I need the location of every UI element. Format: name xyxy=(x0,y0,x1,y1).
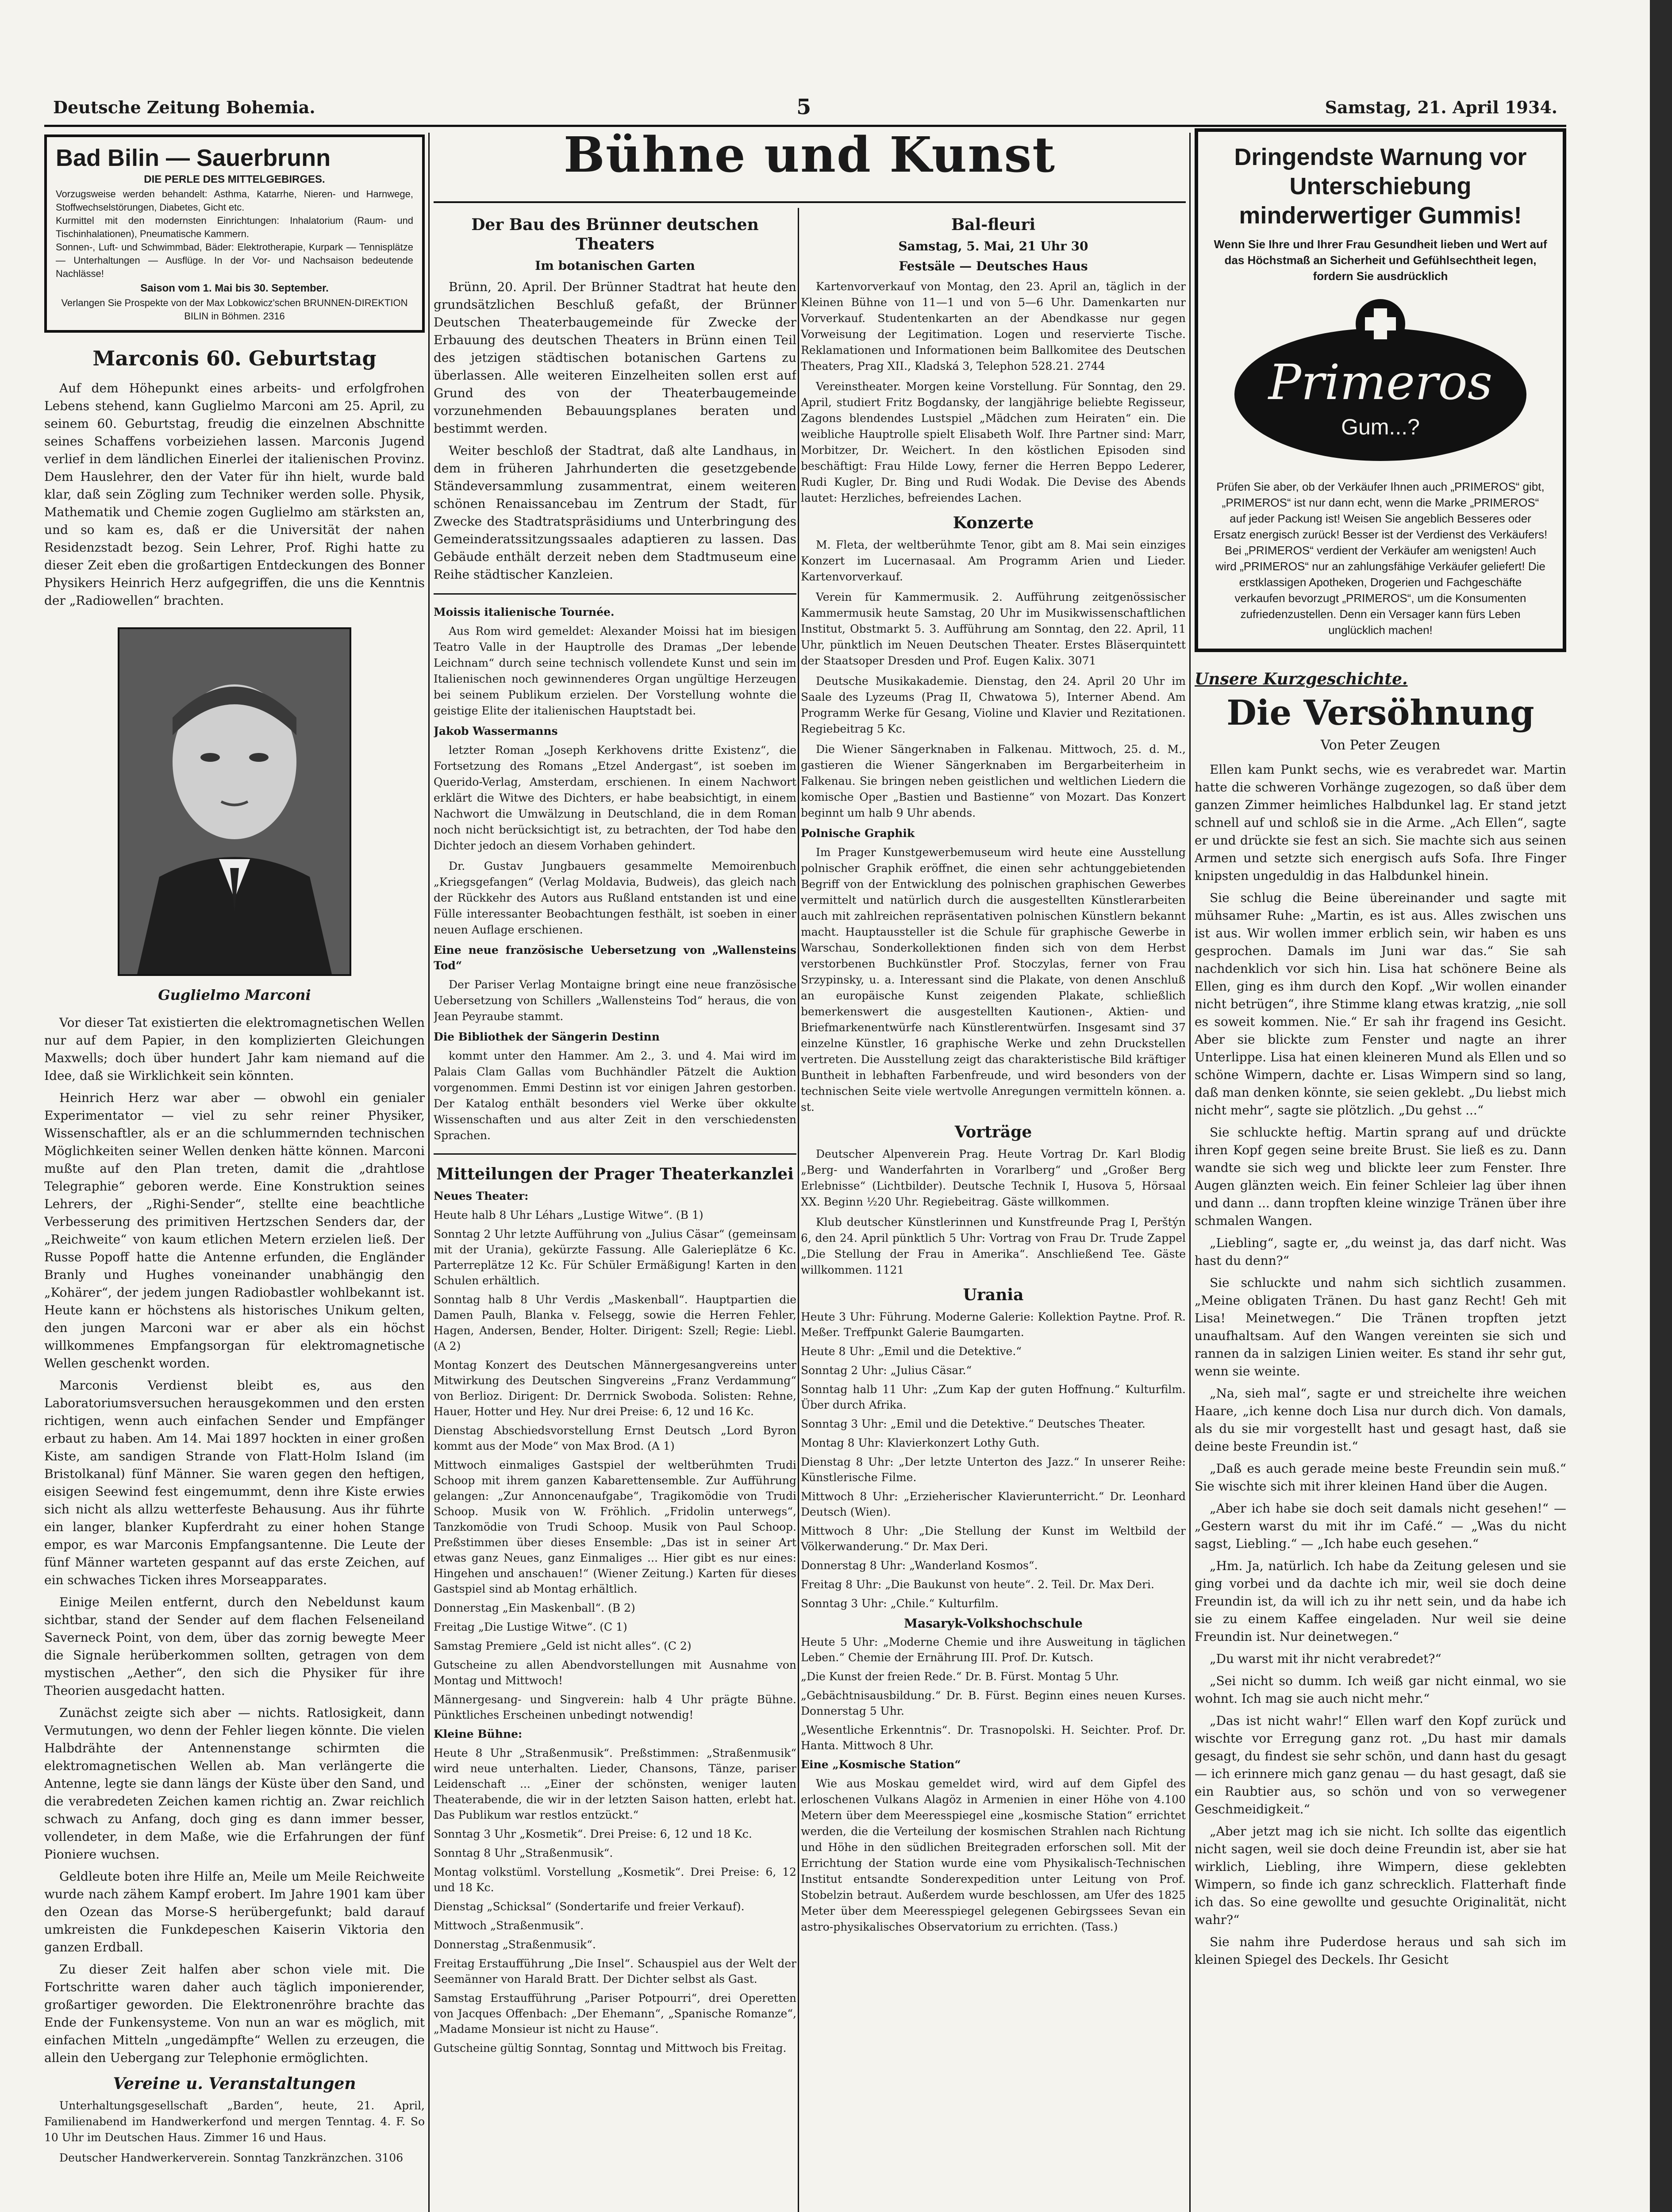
konzert-entry: Verein für Kammermusik. 2. Aufführung zeitgenössischer Kammermusik heute Samstag, 20 Uhr im Musikwissenschaftlichen Institut, Obstmarkt 5. 3. Aufführung am Sonntag, den 22. April, 11 Uhr, pünktlich im Neuen Deutschen Theater. Erstes Bläserquintett der Staatsoper Dresden und Prof. Eugen Kalix. 3071 xyxy=(801,591,1186,667)
story-paragraph: „Aber ich habe sie doch seit damals nicht gesehen!“ — „Gestern warst du mit ihr im Café.“ — „Was du nicht sagst, Liebling.“ — „Ich habe euch gesehen.“ xyxy=(1195,1501,1566,1551)
ad-bilin-title: Bad Bilin — Sauerbrunn xyxy=(56,145,331,171)
vereine-paragraph: Deutscher Handwerkerverein. Sonntag Tanzkränzchen. 3106 xyxy=(59,2151,404,2164)
column-2 xyxy=(434,208,796,2212)
marconi-paragraph: Zunächst zeigte sich aber — nichts. Ratlosigkeit, dann Vermutungen, wo denn der Fehler liegen könnte. Die vielen Halbdrähte der Antennenstange schirmten die elektromagnetischen Wellen ab. Man verlängerte die Antenne, legte sie dann längs der Küste über den Sand, und die verabredeten Zeichen kamen richtig an. Zwar reichlich schwach zu Anfang, doch ging es dann immer besser, vollendeter, in dem Maße, wie die Erfahrungen der fünf Pioniere wuchsen. xyxy=(44,1705,425,1862)
brand-name: Primeros xyxy=(1268,354,1493,411)
masaryk-entry: Heute 5 Uhr: „Moderne Chemie und ihre Ausweitung in täglichen Leben.“ Chemie der Ernährung III. Prof. Dr. Kutsch. xyxy=(801,1636,1186,1664)
marconi-paragraph: Einige Meilen entfernt, durch den Nebeldunst kaum sichtbar, stand der Sender auf dem flachen Felseneiland Saverneck Point, von dem, über das zornig bewegte Meer die Signale herüberkommen sollten, getragen von dem mystischen „Aether“, den sich die Physiker für ihre Theorien ausgedacht hatten. xyxy=(44,1595,425,1698)
destinn-item xyxy=(434,1029,796,1045)
column-1 xyxy=(44,128,425,2212)
marconi-title: Marconis 60. Geburtstag xyxy=(92,346,377,370)
story-paragraph: „Na, sieh mal“, sagte er und streichelte ihre weichen Haare, „ich kenne doch Lisa nur durch dich. Von damals, als du sie mir vorgestellt hast und gesagt hast, daß sie deine beste Freundin ist.“ xyxy=(1195,1386,1566,1454)
story-title: Die Versöhnung xyxy=(1226,693,1534,733)
program-entry: Männergesang- und Singverein: halb 4 Uhr prägte Bühne. Pünktliches Erscheinen unbedingt notwendig! xyxy=(434,1693,796,1721)
program-entry: Donnerstag „Straßenmusik“. xyxy=(434,1938,596,1951)
station-paragraph: Wie aus Moskau gemeldet wird, wird auf dem Gipfel des erloschenen Vulkans Alagöz in Armenien in einer Höhe von 4.100 Metern über dem Meeresspiegel eine „kosmische Station“ errichtet werden, die die Verteilung der kosmischen Strahlen nach Richtung und Höhe in den südlichen Breitegraden erforschen soll. Mit der Errichtung der Station wurde eine vom Physikalisch-Technischen Institut entsandte Sonderexpedition unter Leitung von Prof. Stobelzin betraut. Außerdem wurde beschlossen, am Ufer des 1825 Meter über dem Meeresspiegel gelegenen Gebirgssees Sevan ein astro-physikalisches Observatorium zu errichten. (Tass.) xyxy=(801,1777,1186,1933)
wassermann-item xyxy=(434,723,796,739)
destinn-title: Die Bibliothek der Sängerin Destinn xyxy=(434,1030,660,1043)
neues-theater-heading: Neues Theater: xyxy=(434,1190,529,1202)
urania-entry: Mittwoch 8 Uhr: „Die Stellung der Kunst im Weltbild der Völkerwanderung.“ Dr. Max Deri. xyxy=(801,1525,1186,1553)
section-title: Bühne und Kunst xyxy=(563,126,1056,183)
ad-bilin-subtitle: DIE PERLE DES MITTELGEBIRGES. xyxy=(144,173,325,185)
marconi-paragraph: Vor dieser Tat existierten die elektromagnetischen Wellen nur auf dem Papier, in den komplizierten Gleichungen Maxwells; doch über hundert Jahr kam niemand auf die Idee, daß sie Wirklichkeit sein könnten. xyxy=(44,1015,425,1083)
urania-entry: Dienstag 8 Uhr: „Der letzte Unterton des Jazz.“ In unserer Reihe: Künstlerische Filme. xyxy=(801,1455,1186,1484)
ad-primeros-title: Dringendste Warnung vor Unterschiebung minderwertiger Gummis! xyxy=(1234,144,1527,229)
bal-date: Samstag, 5. Mai, 21 Uhr 30 xyxy=(898,239,1088,253)
bau-paragraph: Brünn, 20. April. Der Brünner Stadtrat hat heute den grundsätzlichen Beschluß gefaßt, der Brünner Deutschen Theaterbaugemeinde für Zwecke der Erbauung des deutschen Theaters in Brünn einen Teil des jetzigen städtischen botanischen Gartens zu überlassen. Alle weiteren Einzelheiten sollen erst auf Grund des von der Theaterbaugemeinde vorzunehmenden Bebauungsplanes beraten und bestimmt werden. xyxy=(434,280,796,436)
masaryk-entry: „Wesentliche Erkenntnis“. Dr. Trasnopolski. H. Seichter. Prof. Dr. Hanta. Mittwoch 8 Uhr. xyxy=(801,1724,1186,1752)
program-entry: Freitag Erstaufführung „Die Insel“. Schauspiel aus der Welt der Seemänner von Harald Bratt. Der Dichter selbst als Gast. xyxy=(434,1957,796,1985)
column-rule-3 xyxy=(1189,133,1191,2212)
urania-entry: Montag 8 Uhr: Klavierkonzert Lothy Guth. xyxy=(801,1436,1040,1449)
program-entry: Freitag „Die Lustige Witwe“. (C 1) xyxy=(434,1621,627,1633)
bau-paragraph: Weiter beschloß der Stadtrat, daß alte Landhaus, in dem in früheren Jahrhunderten die gesetzgebende Ständeversammlung zusammentrat, einem weiteren schönen Renaissancebau im Zentrum der Stadt, für Zwecke des Stadtratspräsidiums und Unterbringung des Gemeinderatssitzungssaales adaptieren zu lassen. Das Gebäude enthält derzeit neben dem Stadtmuseum eine Reihe städtischer Kanzleien. xyxy=(434,443,796,582)
marconi-paragraph: Heinrich Herz war aber — obwohl ein genialer Experimentator — viel zu sehr reiner Physiker, Wissenschaftler, als er an die schlummernden technischen Möglichkeiten seiner Wellen denken hätte können. Marconi mußte auf den Plan treten, damit die „drahtlose Telegraphie“ geboren werde. Eine Konstruktion seines Lehrers, der „Righi-Sender“, stellte eine beachtliche Verbesserung des primitiven Hertzschen Senders dar, der „Reichweite“ von kaum etlichen Metern erzielen ließ. Der Russe Popoff hatte die Antenne erfunden, die Engländer Branly und Hughes voneinander unabhängig den „Kohärer“, der jedem jungen Radiobastler wohlbekannt ist. Heute kann er höchstens als historisches Unikum gelten, den jungen Marconi war er aber als ein höchst willkommenes Empfangsorgan für elektromagnetische Wellen geschenkt worden. xyxy=(44,1091,425,1371)
masaryk-entry: „Die Kunst der freien Rede.“ Dr. B. Fürst. Montag 5 Uhr. xyxy=(801,1670,1119,1683)
moissi-title: Moissis italienische Tournée. xyxy=(434,606,615,618)
kleine-buehne-label xyxy=(434,1726,796,1742)
program-entry: Heute 8 Uhr „Straßenmusik“. Preßstimmen: „Straßenmusik“ wird neue unterhalten. Lieder, Chansons, Tänze, pariser Leidenschaft ... „Einer der schönsten, weniger lauten Theaterabende, die wir in der letzten Saison hatten, erlebt hat. Das Publikum war restlos entzückt.“ xyxy=(434,1747,796,1821)
primeros-logo xyxy=(1230,297,1531,465)
wassermann-paragraph: letzter Roman „Joseph Kerkhovens dritte Existenz“, die Fortsetzung des Romans „Etzel Andergast“, ist soeben im Querido-Verlag, Amsterdam, erschienen. In einem Nachwort erklärt die Witwe des Dichters, er habe beabsichtigt, in einem Nachwort die Umwälzung in Deutschland, die in dem Roman noch nicht berücksichtigt ist, zu betrachten, der Tod habe den Dichter jedoch an diesem Vorhaben gehindert. xyxy=(434,744,796,852)
program-entry: Heute halb 8 Uhr Léhars „Lustige Witwe“. (B 1) xyxy=(434,1209,703,1221)
column-3 xyxy=(801,208,1186,2212)
grafik-item xyxy=(801,826,1186,841)
grafik-paragraph: Im Prager Kunstgewerbemuseum wird heute eine Ausstellung polnischer Graphik eröffnet, die einen sehr achtunggebietenden Begriff von der Entwicklung des polnischen graphischen Gewerbes vermittelt und natürlich durch die ausgestellten Künstlerarbeiten auch mit zahlreichen repräsentativen polnischen Künstlern bekannt macht. Hauptaussteller ist die Schule für graphische Gewerbe in Warschau, Sonderkollektionen finden sich von dem Herbst verstorbenen Buchkünstler Prof. Stoczylas, ferner von Frau Srzypinsky, u. a. Interessant sind die Plakate, von denen Anschluß an europäische Kunst zeigenden Plakate, schließlich bemerkenswert die ausgestellten Kautionen-, Aktien- und Briefmarkenentwürfe nach Künstlerentwürfen. Insgesamt sind 37 einzelne Künstler, 16 graphische Werke und zehn Druckstellen vertreten. Die Ausstellung zeigt das charakteristische Bild kräftiger Buntheit in lebhaften Farbenfreude, und wird besonders von der technischen Seite viele wertvolle Anregungen vermitteln können. a. st. xyxy=(801,846,1186,1114)
story-paragraph: Sie schluckte und nahm sich sichtlich zusammen. „Meine obligaten Tränen. Du hast ganz Recht! Geh mit Lisa! Meinetwegen.“ Die Tränen tropften jetzt unaufhaltsam. Auf den Wangen vereinten sie sich und rannen da in salzigen Linien weiter. Es stand ihr sehr gut, wenn sie weinte. xyxy=(1195,1275,1566,1379)
ad-bilin-line: Kurmittel mit den modernsten Einrichtungen: Inhalatorium (Raum- und Tischinhalationen), Pneumatische Kammern. xyxy=(56,215,413,239)
bal-title: Bal-fleuri xyxy=(951,215,1036,234)
masaryk-entry: „Gebächtnisausbildung.“ Dr. B. Fürst. Beginn eines neuen Kurses. Donnerstag 5 Uhr. xyxy=(801,1689,1186,1717)
story-paragraph: „Hm. Ja, natürlich. Ich habe da Zeitung gelesen und sie ging vorbei und da dachte ich mir, weil sie doch deine Freundin ist, da will ich zu ihr nett sein, und da habe ich sie zu einem Kaffee eingeladen. Nur weil sie deine Freundin ist. Nur deinetwegen.“ xyxy=(1195,1559,1566,1644)
column-rule-1 xyxy=(428,133,430,2212)
program-entry: Dienstag „Schicksal“ (Sondertarife und freier Verkauf). xyxy=(434,1900,745,1913)
newspaper-name: Deutsche Zeitung Bohemia. xyxy=(53,97,315,117)
ad-bilin-line: Verlangen Sie Prospekte von der Max Lobkowicz'schen BRUNNEN-DIREKTION BILIN in Böhmen. 2316 xyxy=(61,297,408,322)
ad-bilin-season: Saison vom 1. Mai bis 30. September. xyxy=(140,282,329,294)
vortrag-entry: Klub deutscher Künstlerinnen und Kunstfreunde Prag I, Perštýn 6, den 24. April pünktlich 5 Uhr: Vortrag von Frau Dr. Trude Zappel „Die Stellung der Frau in Amerika“. Anschließend Tee. Gäste willkommen. 1121 xyxy=(801,1216,1186,1276)
marconi-portrait xyxy=(118,627,351,976)
story-byline: Von Peter Zeugen xyxy=(1320,737,1441,753)
urania-entry: Mittwoch 8 Uhr: „Erzieherischer Klavierunterricht.“ Dr. Leonhard Deutsch (Wien). xyxy=(801,1490,1186,1518)
urania-entry: Sonntag halb 11 Uhr: „Zum Kap der guten Hoffnung.“ Kulturfilm. Über durch Afrika. xyxy=(801,1383,1186,1411)
ad-bilin xyxy=(44,134,425,333)
wassermann-title: Jakob Wassermanns xyxy=(434,725,558,737)
vereine-title: Vereine u. Veranstaltungen xyxy=(113,2074,356,2093)
ad-bilin-line: Vorzugsweise werden behandelt: Asthma, Katarrhe, Nieren- und Harnwege, Stoffwechselstörungen, Diabetes, Gicht etc. xyxy=(56,188,413,213)
story-paragraph: Sie nahm ihre Puderdose heraus und sah sich im kleinen Spiegel des Deckels. Ihr Gesicht xyxy=(1195,1935,1566,1967)
program-entry: Montag volkstüml. Vorstellung „Kosmetik“. Drei Preise: 6, 12 und 18 Kc. xyxy=(434,1866,796,1894)
bal-place: Festsäle — Deutsches Haus xyxy=(899,259,1088,273)
page-number: 5 xyxy=(796,95,811,119)
brand-tagline: Gum...? xyxy=(1341,415,1420,439)
jungbauer-paragraph: Dr. Gustav Jungbauers gesammelte Memoirenbuch „Kriegsgefangen“ (Verlag Moldavia, Budweis), das gleich nach der Rückkehr des Autors aus Rußland entstanden ist und eine Fülle interessanter Beobachtungen festhält, ist soeben in einer neuen Auflage erschienen. xyxy=(434,860,796,936)
program-entry: Montag Konzert des Deutschen Männergesangvereins unter Mitwirkung des Deutschen Singvereins „Franz Verdammung“ von Berlioz. Dirigent: Dr. Derrnick Swoboda. Solisten: Rehne, Hauer, Hotter und Hey. Nur drei Preise: 6, 12 und 16 Kc. xyxy=(434,1359,796,1418)
urania-entry: Freitag 8 Uhr: „Die Baukunst von heute“. 2. Teil. Dr. Max Deri. xyxy=(801,1578,1154,1591)
station-item xyxy=(801,1757,1186,1772)
primeros-logo-graphic xyxy=(1230,297,1531,465)
kleine-buehne-heading: Kleine Bühne: xyxy=(434,1728,523,1740)
urania-title: Urania xyxy=(963,1286,1024,1304)
marconi-paragraph: Auf dem Höhepunkt eines arbeits- und erfolgfrohen Lebens stehend, kann Guglielmo Marconi am 25. April, zu seinem 60. Geburtstag, freudig die einzelnen Abschnitte seines Schaffens vorbeiziehen lassen. Marconis Jugend verlief in dem ländlichen Einerlei der italienischen Provinz. Dem Hauslehrer, den der Vater für ihn hielt, wurde bald klar, daß sein Zögling zum Techniker werden solle. Physik, Mathematik und Chemie zogen Guglielmo am stärksten an, und so kam es, daß er die Universität der nahen Residenzstadt bezog. Sein Lehrer, Prof. Righi hatte zu dieser Zeit eben die großartigen Entdeckungen des Bonner Physikers Heinrich Herz aufgegriffen, die uns die Kenntnis der „Radiowellen“ brachten. xyxy=(44,381,425,608)
bau-subtitle: Im botanischen Garten xyxy=(535,258,695,273)
wallenstein-title: Eine neue französische Uebersetzung von „Wallensteins Tod“ xyxy=(434,944,796,972)
program-entry: Gutscheine zu allen Abendvorstellungen mit Ausnahme von Montag und Mittwoch! xyxy=(434,1659,796,1687)
story-paragraph: „Liebling“, sagte er, „du weinst ja, das darf nicht. Was hast du denn?“ xyxy=(1195,1236,1566,1268)
separator xyxy=(434,593,796,595)
portrait-photo xyxy=(119,629,350,974)
program-entry: Samstag Erstaufführung „Pariser Potpourri“, drei Operetten von Jacques Offenbach: „Der Ehemann“, „Spanische Romanze“, „Madame Monsieur ist nicht zu Hause“. xyxy=(434,1992,796,2035)
urania-entry: Donnerstag 8 Uhr: „Wanderland Kosmos“. xyxy=(801,1559,1038,1572)
urania-entry: Sonntag 2 Uhr: „Julius Cäsar.“ xyxy=(801,1364,972,1377)
program-entry: Dienstag Abschiedsvorstellung Ernst Deutsch „Lord Byron kommt aus der Mode“ von Max Brod. (A 1) xyxy=(434,1424,796,1452)
program-entry: Donnerstag „Ein Maskenball“. (B 2) xyxy=(434,1601,635,1614)
story-paragraph: Sie schlug die Beine übereinander und sagte mit mühsamer Ruhe: „Martin, es ist aus. Alles zwischen uns ist aus. Wir wollen immer erblich sein, wir haben es uns gesprochen. Damals im Juni war das.“ Sie sah nachdenklich vor sich hin. Lisa hat schönere Beine als Ellen, ging es ihm durch den Kopf. „Wir wollen einander nicht betrügen“, ihre Stimme klang etwas kratzig, „nie soll es soweit kommen. Nie.“ Er sah ihr fragend ins Gesicht. Aber sie blickte zum Fenster und nagte an ihrer Unterlippe. Lisa hat einen kleineren Mund als Ellen und so schöne Wimpern, dachte er. Lisas Wimpern sind so lang, daß man denken könnte, sie seien geklebt. „Du liebst mich nicht mehr“, sagte sie plötzlich. „Du gehst ...“ xyxy=(1195,891,1566,1118)
ad-primeros-body: Prüfen Sie aber, ob der Verkäufer Ihnen auch „PRIMEROS“ gibt, „PRIMEROS“ ist nur dann echt, wenn die Marke „PRIMEROS“ auf jeder Packung ist! Weisen Sie angeblich Besseres oder Ersatz energisch zurück! Besser ist der Verdienst des Verkäufers! Bei „PRIMEROS“ verdient der Verkäufer am wenigsten! Auch wird „PRIMEROS“ nur an zahlungsfähige Verkäufer geliefert! Die erstklassigen Apotheken, Drogerien und Fachgeschäfte verkaufen bevorzugt „PRIMEROS“, um die Konsumenten zufriedenzustellen. Denn ein Versager kann fürs Leben unglücklich machen! xyxy=(1213,480,1548,637)
urania-entry: Sonntag 3 Uhr: „Chile.“ Kulturfilm. xyxy=(801,1597,999,1610)
page-header xyxy=(53,88,1557,124)
urania-entry: Heute 3 Uhr: Führung. Moderne Galerie: Kollektion Paytne. Prof. R. Meßer. Treffpunkt Galerie Baumgarten. xyxy=(801,1310,1186,1339)
station-title: Eine „Kosmische Station“ xyxy=(801,1758,961,1771)
section-rule xyxy=(434,201,1186,203)
grafik-title: Polnische Graphik xyxy=(801,827,915,840)
konzert-entry: Die Wiener Sängerknaben in Falkenau. Mittwoch, 25. d. M., gastieren die Wiener Sängerknaben im Bergarbeiterheim in Falkenau. Sie bringen neben geistlichen und weltlichen Liedern die komische Oper „Bastien und Bastienne“ von Mozart. Das Konzert beginnt um halb 9 Uhr abends. xyxy=(801,743,1186,819)
marconi-paragraph: Geldleute boten ihre Hilfe an, Meile um Meile Reichweite wurde nach zähem Kampf erobert. Im Jahre 1901 kam über den Ozean das Morse-S herübergefunkt; bald darauf umkreisten die Funkdepeschen Kaiserin Viktoria den ganzen Erdball. xyxy=(44,1869,425,1955)
moissi-item xyxy=(434,604,796,620)
story-paragraph: „Sei nicht so dumm. Ich weiß gar nicht einmal, wo sie wohnt. Ich mag sie auch nicht mehr.“ xyxy=(1195,1674,1566,1706)
program-entry: Sonntag 3 Uhr „Kosmetik“. Drei Preise: 6, 12 und 18 Kc. xyxy=(434,1828,752,1840)
urania-entry: Sonntag 3 Uhr: „Emil und die Detektive.“ Deutsches Theater. xyxy=(801,1417,1145,1430)
story-paragraph: Ellen kam Punkt sechs, wie es verabredet war. Martin hatte die schweren Vorhänge zugezogen, so daß über dem ganzen Zimmer heimliches Halbdunkel lag. Er stand jetzt schnell auf und schloß sie in die Arme. „Ach Ellen“, sagte er und drückte sie fest an sich. Sie machte sich aus seinen Armen und setzte sich energisch aufs Sofa. Ihre Finger knipsten ungeduldig in das Halbdunkel hinein. xyxy=(1195,762,1566,883)
program-entry: Samstag Premiere „Geld ist nicht alles“. (C 2) xyxy=(434,1640,692,1652)
story-paragraph: Sie schluckte heftig. Martin sprang auf und drückte ihren Kopf gegen seine breite Brust. Sie ließ es zu. Dann wandte sie sich weg und blickte leer zum Fenster. Ihre Augen glänzten weich. Ein feiner Schleier lag über ihnen und dann ... dann tropften kleine winzige Tränen über ihre schmalen Wangen. xyxy=(1195,1125,1566,1228)
column-4 xyxy=(1195,128,1566,2212)
konzert-entry: M. Fleta, der weltberühmte Tenor, gibt am 8. Mai sein einziges Konzert im Lucernasaal. Am Programm Arien und Lieder. Kartenvorverkauf. xyxy=(801,538,1186,583)
vereinstheater-paragraph: Vereinstheater. Morgen keine Vorstellung. Für Sonntag, den 29. April, studiert Fritz Bogdansky, der langjährige beliebte Regisseur, Zagons blendendes Lustspiel „Mädchen zum Heiraten“ ein. Die weibliche Hauptrolle spielt Elisabeth Wolf. Ihre Partner sind: Marr, Morbitzer, Dr. Weichert. In den köstlichen Episoden sind beschäftigt: Frau Hilde Lowy, ferner die Herren Beppo Lederer, Rudi Kugler, Dr. Bing und Rudi Wodak. Die Devise des Abends lautet: Herzliches, befreiendes Lachen. xyxy=(801,380,1186,504)
program-entry: Sonntag 8 Uhr „Straßenmusik“. xyxy=(434,1847,613,1859)
story-paragraph: „Du warst mit ihr nicht verabredet?“ xyxy=(1210,1651,1441,1666)
bal-paragraph: Kartenvorverkauf von Montag, den 23. April an, täglich in der Kleinen Bühne von 11—1 und von 5—6 Uhr. Damenkarten nur Vorverkauf. Studentenkarten an der Abendkasse nur gegen Vorweisung der Legitimation. Logen und reservierte Tische. Reklamationen und Informationen beim Ballkomitee des Deutschen Theaters, Prag XII., Kladská 3, Telephon 528.21. 2744 xyxy=(801,280,1186,373)
wallenstein-paragraph: Der Pariser Verlag Montaigne bringt eine neue französische Uebersetzung von Schillers „Wallensteins Tod“ heraus, die von Jean Peyraube stammt. xyxy=(434,978,796,1023)
bau-title: Der Bau des Brünner deutschen Theaters xyxy=(471,215,759,253)
urania-entry: Heute 8 Uhr: „Emil und die Detektive.“ xyxy=(801,1345,1022,1358)
konzert-entry: Deutsche Musikakademie. Dienstag, den 24. April 20 Uhr im Saale des Lyzeums (Prag II, Chwatowa 5), Interner Abend. Am Programm Werke für Gesang, Violine und Klavier und Rezitationen. Regiebeitrag 5 Kc. xyxy=(801,675,1186,735)
program-entry: Mittwoch „Straßenmusik“. xyxy=(434,1919,584,1932)
marconi-paragraph: Zu dieser Zeit halfen aber schon viele mit. Die Fortschritte waren daher auch täglich imponierender, großartiger geworden. Die Elektronenröhre brachte das Ende der Funkensysteme. Von nun an war es möglich, mit einfachen Mitteln „ungedämpfte“ Wellen zu erzeugen, die allein den Uebergang zur Telephonie ermöglichten. xyxy=(44,1962,425,2065)
ad-primeros xyxy=(1195,128,1566,652)
mitteilungen-title: Mitteilungen der Prager Theaterkanzlei xyxy=(436,1165,794,1183)
wallenstein-item xyxy=(434,942,796,973)
story-series: Unsere Kurzgeschichte. xyxy=(1195,670,1408,688)
story-paragraph: „Das ist nicht wahr!“ Ellen warf den Kopf zurück und wischte vor Erregung ganz rot. „Du hast mir damals gesagt, du findest sie sehr schön, und dann hast du gesagt — ich erinnere mich ganz genau — du hast gesagt, daß sie ein Raubtier aus, so schön und von so verwegener Geschmeidigkeit.“ xyxy=(1195,1713,1566,1816)
moissi-paragraph: Aus Rom wird gemeldet: Alexander Moissi hat im biesigen Teatro Valle in der Hauptrolle des Dramas „Der lebende Leichnam“ durch seine technisch vollendete Kunst und sein im Italienischen noch gewinnenderes Organ ungültige Herzeugen bei seinem Publikum erzielen. Der Vorstellung wohnte die geistige Elite der italienischen Hauptstadt bei. xyxy=(434,625,796,717)
issue-date: Samstag, 21. April 1934. xyxy=(1325,97,1557,117)
neues-theater-label xyxy=(434,1188,796,1204)
portrait-caption: Guglielmo Marconi xyxy=(158,987,311,1003)
vereine-paragraph: Unterhaltungsgesellschaft „Barden“, heute, 21. April, Familienabend im Handwerkerfond und mergen Tenntag. 4. F. So 10 Uhr im Deutschen Haus. Zimmer 16 und Haus. xyxy=(44,2099,425,2144)
marconi-paragraph: Marconis Verdienst bleibt es, aus den Laboratoriumsversuchen herausgekommen und den ersten richtigen, wenn auch einfachen Sender und Empfänger erbaut zu haben. Am 14. Mai 1897 hockten in einer großen Kiste, am sandigen Strande von Flatt-Holm Island (im Bristolkanal) fünf Männer. Sie waren gegen den heftigen, eisigen Seewind fest eingemummt, denn ihre Kiste erwies sich nicht als allzu wetterfeste Behausung. Aus ihr führte ein langer, blanker Kupferdraht zu einer hohen Stange empor, es war Marconis Empfangsantenne. Die Leute der fünf Männer warteten gespannt auf das erste Zeichen, auf ein schwaches Ticken ihres Morseapparates. xyxy=(44,1378,425,1587)
program-entry: Sonntag halb 8 Uhr Verdis „Maskenball“. Hauptpartien die Damen Paulh, Blanka v. Felsegg, sowie die Herren Fehler, Hagen, Andersen, Bender, Holter. Dirigent: Szell; Regie: Liebl. (A 2) xyxy=(434,1293,796,1352)
vortraege-title: Vorträge xyxy=(954,1123,1032,1141)
scan-border xyxy=(1650,0,1672,2212)
story-paragraph: „Daß es auch gerade meine beste Freundin sein muß.“ Sie wischte sich mit ihrer kleinen Hand über die Augen. xyxy=(1195,1461,1566,1494)
program-entry: Gutscheine gültig Sonntag, Sonntag und Mittwoch bis Freitag. xyxy=(434,2042,787,2055)
vortrag-entry: Deutscher Alpenverein Prag. Heute Vortrag Dr. Karl Blodig „Berg- und Wanderfahrten in Vorarlberg“ und „Großer Berg Erlebnisse“ (Lichtbilder). Deutsche Technik I, Husova 5, Hörsaal XX. Beginn ½20 Uhr. Regiebeitrag. Gäste willkommen. xyxy=(801,1148,1186,1208)
column-rule-2 xyxy=(798,208,799,2212)
destinn-paragraph: kommt unter den Hammer. Am 2., 3. und 4. Mai wird im Palais Clam Gallas vom Buchhändler Pätzelt die Auktion vorgenommen. Emmi Destinn ist vor einigen Jahren gestorben. Der Katalog enthält besonders viel Werke über okkulte Wissenschaften und aus alter Zeit in den verschiedensten Sprachen. xyxy=(434,1049,796,1142)
story-paragraph: „Aber jetzt mag ich sie nicht. Ich sollte das eigentlich nicht sagen, weil sie doch deine Freundin ist, aber sie hat wirklich, Liebling, ihre Wimpern, diese geklebten Wimpern, so finde ich ganz schrecklich. Flatterhaft finde ich das. So eine gewollte und gesuchte Originalität, nicht wahr?“ xyxy=(1195,1824,1566,1927)
ad-primeros-subtitle: Wenn Sie Ihre und Ihrer Frau Gesundheit lieben und Wert auf das Höchstmaß an Sicherheit und Gefühlsechtheit legen, fordern Sie ausdrücklich xyxy=(1214,238,1547,283)
konzerte-title: Konzerte xyxy=(953,514,1034,532)
separator xyxy=(434,1153,796,1155)
ad-bilin-line: Sonnen-, Luft- und Schwimmbad, Bäder: Elektrotherapie, Kurpark — Tennisplätze — Unterhaltungen — Ausflüge. In der Vor- und Nachsaison bedeutende Nachlässe! xyxy=(56,242,413,279)
program-entry: Sonntag 2 Uhr letzte Aufführung von „Julius Cäsar“ (gemeinsam mit der Urania), gekürzte Fassung. Alle Galerieplätze 6 Kc. Parterreplätze 12 Kc. Für Schüler Ermäßigung! Karten in den Schulen erhältlich. xyxy=(434,1228,796,1287)
program-entry: Mittwoch einmaliges Gastspiel der weltberühmten Trudi Schoop mit ihrem ganzen Kabarettensemble. Zur Aufführung gelangen: „Zur Annoncenaufgabe“, Tragikomödie von Trudi Schoop. Musik von W. Fröhlich. „Fridolin unterwegs“, Tanzkomödie von Trudi Schoop. Musik von Paul Schoop. Preßstimmen über dieses Ensemble: „Das ist in seiner Art etwas ganz Neues, ganz Einmaliges ... Hier gibt es nur eines: Hingehen und anschauen!“ (Wiener Zeitung.) Karten für dieses Gastspiel sind ab Montag erhältlich. xyxy=(434,1459,796,1595)
masaryk-title: Masaryk-Volkshochschule xyxy=(904,1616,1083,1631)
